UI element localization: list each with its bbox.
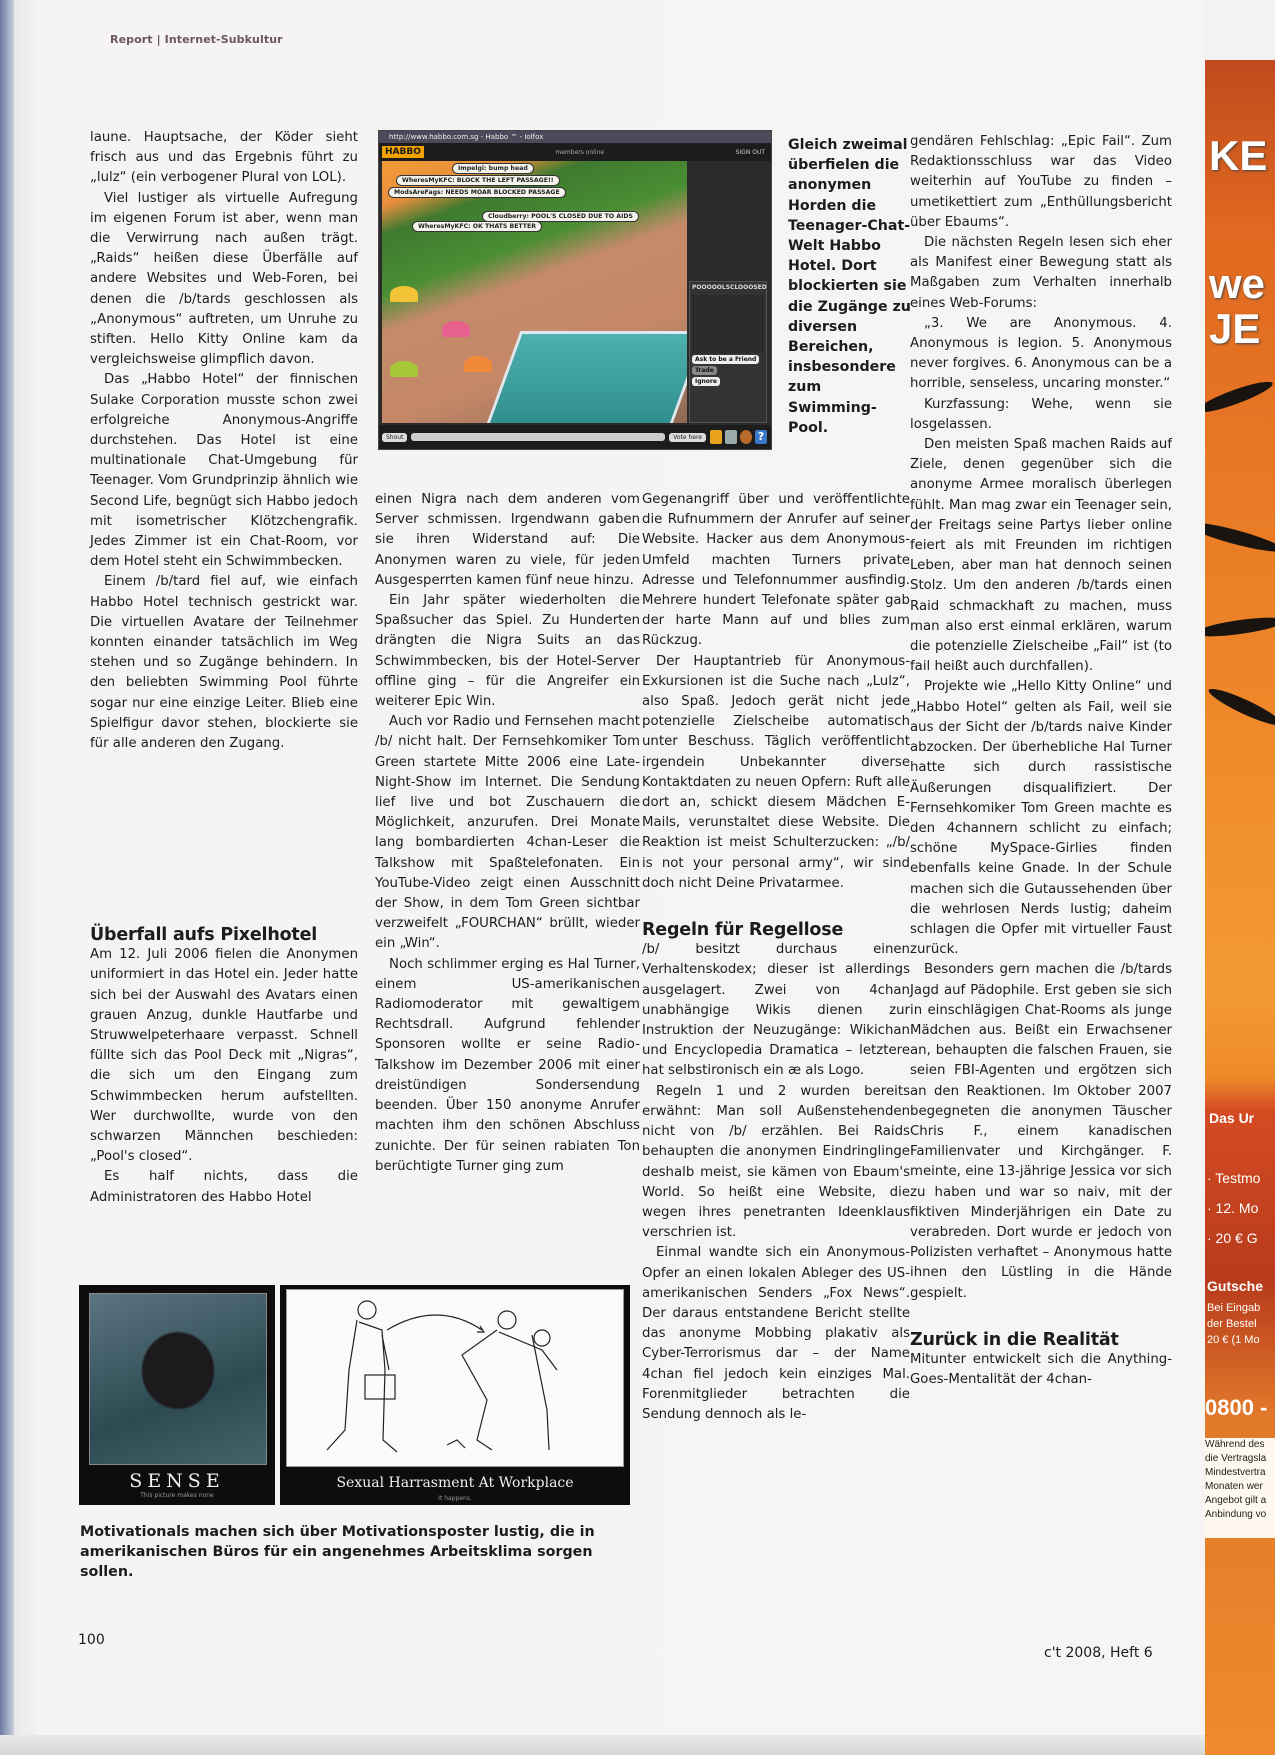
chat-bubble: WheresMyKFC: OK THATS BETTER: [412, 221, 542, 232]
paragraph: Auch vor Radio und Fernsehen macht /b/ nicht halt. Der Fernsehkomiker Tom Green startete Mitte 2006 eine Late-Night-Show im Internet. Die Sendung lief live und bot Zuschauern die Möglichkeit, anzurufen. Drei Monate lang bombardierten 4chan-Leser die Talkshow mit Spaßtelefonaten. Ein YouTube-Video zeigt einen Ausschnitt der Show, in dem Tom Green sichtbar verzweifelt „FOURCHAN“ brüllt, wieder ein „Win“.: [375, 714, 640, 952]
paragraph: Einmal wandte sich ein Anonymous-Opfer an einen lokalen Ableger des US-amerikanischen Senders „Fox News“. Der daraus entstandene Bericht stellte das anonyme Mobbing plakativ als Cyber-Terrorismus dar – der Name 4chan fiel jedoch kein einziges Mal. Forenmitglieder betrachten die Sendung dennoch als le-: [642, 1245, 910, 1422]
umbrella-icon: [390, 361, 418, 377]
palm-leaf-icon: [1205, 377, 1275, 418]
umbrella-icon: [442, 321, 470, 337]
paragraph: Einem /b/tard fiel auf, wie einfach Habbo Hotel technisch gestrickt war. Die virtuellen Avatare der Teilnehmer konnten einander tatsächlich im Weg stehen und so Zugänge behindern. In den beliebten Swimming Pool führte sogar nur eine einzige Leiter. Blieb eine Spielfigur davor stehen, blockierte sie für alle anderen den Zugang.: [90, 574, 358, 752]
vote-dropdown[interactable]: Vote here: [669, 433, 706, 442]
shout-dropdown[interactable]: Shout: [382, 433, 407, 442]
fineprint-line: Anbindung vo: [1205, 1509, 1267, 1520]
palm-leaf-icon: [1205, 517, 1275, 556]
avatar: [692, 295, 764, 353]
chat-bubble: Cloudberry: POOL'S CLOSED DUE TO AIDS: [482, 211, 639, 222]
ad-bullet: · Testmo: [1207, 1170, 1261, 1186]
palm-leaf-icon: [1206, 684, 1275, 730]
paragraph: Es half nichts, dass die Administratoren des Habbo Hotel: [90, 1169, 358, 1205]
phone-icon[interactable]: [710, 430, 722, 444]
issue-label: c't 2008, Heft 6: [1044, 1645, 1153, 1661]
poster-title: Sexual Harrasment At Workplace: [336, 1475, 574, 1491]
umbrella-icon: [390, 286, 418, 302]
paragraph: einen Nigra nach dem anderen vom Server schmissen. Irgendwann gaben sie ihren Widerstand auf: Die Anonymen waren zu viele, für jeden Ausgesperrten kamen fünf neue hinzu.: [375, 492, 640, 588]
poster-illustration: [286, 1289, 624, 1467]
ignore-button[interactable]: Ignore: [692, 377, 720, 386]
voucher-line: der Bestel: [1207, 1318, 1257, 1330]
paragraph: Viel lustiger als virtuelle Aufregung im eigenen Forum ist aber, wenn man die Verwirrung nach außen trägt. „Raids“ heißen diese Überfälle auf andere Websites und Web-Foren, bei denen die /b/tards geschlossen als „Anonymous“ auftreten, um Unruhe zu stiften. Hello Kitty Online kam da vergleichsweise glimpflich davon.: [90, 190, 358, 368]
sign-out-link: SIGN OUT: [735, 148, 765, 156]
habbo-toolbar: [379, 143, 771, 161]
chat-input[interactable]: [411, 433, 665, 441]
paragraph: Die nächsten Regeln lesen sich eher als Manifest einer Bewegung statt als Maßgaben zum Verhalten innerhalb eines Web-Forums:: [910, 235, 1172, 311]
paragraph: Das „Habbo Hotel“ der finnischen Sulake Corporation musste schon zwei erfolgreiche Anonymous-Angriffe durchstehen. Das Hotel ist eine multinationale Chat-Umgebung für Teenager. Vom Grundprinzip ähnlich wie Second Life, begnügt sich Habbo jedoch mit isometrischer Klötzchengrafik. Jedes Zimmer ist ein Chat-Room, vor dem Hotel steht ein Schwimmbecken.: [90, 372, 358, 570]
ad-headline: we: [1209, 260, 1266, 307]
ad-phone: 0800 -: [1205, 1395, 1268, 1420]
paragraph: Besonders gern machen die /b/tards Jagd auf Pädophile. Erst geben sie sich in einschlägigen Chat-Rooms als junge Mädchen aus. Beißt ein Erwachsener an, behaupten die falschen Frauen, sie seien FBI-Agenten und ergötzen sich an den Reaktionen. Im Oktober 2007 begegneten die anonymen Täuscher Chris F., einem kanadischen Familienvater und Kirchgänger. F. meinte, eine 13-jährige Jessica vor sich zu haben und war so naiv, mit der fiktiven Minderjährigen ein Date zu verabreden. Dort wurde er jedoch von Polizisten verhaftet – Anonymous hatte ihnen den Lüstling in die Hände gespielt.: [910, 962, 1172, 1301]
sense-poster: [79, 1285, 275, 1505]
catalog-icon[interactable]: [725, 430, 737, 444]
column-1-section: [90, 925, 358, 1208]
paragraph: Kurzfassung: Wehe, wenn sie losgelassen.: [910, 396, 1172, 432]
column-2: [375, 490, 640, 1177]
poster-image: [89, 1293, 267, 1465]
ad-band-title: Das Ur: [1209, 1110, 1255, 1126]
paragraph: Gegenangriff über und veröffentlichte die Rufnummern der Anrufer auf seiner Website. Hacker aus dem Anonymous-Umfeld machten Turners private Adresse und Telefonnummer ausfindig. Mehrere hundert Telefonate später gab der harte Mann auf und blies zum Rückzug.: [642, 492, 910, 649]
trade-button[interactable]: Trade: [692, 366, 717, 375]
scan-edge: [0, 1735, 1205, 1755]
harassment-poster: [280, 1285, 630, 1505]
paragraph: Am 12. Juli 2006 fielen die Anonymen uniformiert in das Hotel ein. Jeder hatte sich bei der Auswahl des Avatars einen grauen Anzug, dunkle Hautfarbe und Struwwelpeterhaare verpasst. Schnell füllte sich das Pool Deck mit „Nigras“, die sich um den Eingang zum Schwimmbecken herum aufstellten. Wer durchwollte, wurde von den schwarzen Männchen beschieden: „Pool's closed“.: [90, 947, 358, 1165]
ad-fineprint: [1205, 1438, 1275, 1538]
paragraph: Ein Jahr später wiederholten die Spaßsucher das Spiel. Zu Hunderten drängten die Nigra Suits an das Schwimmbecken, bis der Hotel-Server offline ging – für die Angreifer ein weiterer Epic Win.: [375, 593, 640, 710]
paragraph: Den meisten Spaß machen Raids auf Ziele, denen gegenüber sich die anonyme Armee moralisch überlegen fühlt. Man mag zwar ein Teenager sein, der Freitags seine Partys lieber online feiert als mit Freunden im richtigen Leben, aber man hat dennoch seinen Stolz. Um den anderen /b/tards einen Raid schmackhaft zu machen, muss man also erst einmal erklären, warum die potenzielle Zielscheibe „Fail“ ist (to fail heißt auch durchfallen).: [910, 437, 1172, 675]
fineprint-line: Mindestvertra: [1205, 1467, 1266, 1478]
paragraph: Projekte wie „Hello Kitty Online“ und „Habbo Hotel“ gelten als Fail, weil sie aus der Sicht der /b/tards naive Kinder abzocken. Der überhebliche Hal Turner hatte sich durch rassistische Äußerungen disqualifiziert. Der Fernsehkomiker Tom Green machte es den 4channern schlicht zu einfach; schöne MySpace-Girlies finden ebenfalls keine Gnade. In der Schule machen sich die Gutaussehenden über die wehrlosen Nerds lustig; daheim schlagen die Opfer mit virtueller Faust zurück.: [910, 679, 1172, 958]
poster-title: SENSE: [129, 1470, 225, 1492]
swimming-pool: [484, 331, 687, 423]
ask-friend-button[interactable]: Ask to be a Friend: [692, 355, 759, 364]
profile-panel: [689, 281, 767, 423]
ad-headline: KE: [1209, 132, 1268, 179]
voucher-title: Gutsche: [1207, 1278, 1264, 1294]
fineprint-line: Angebot gilt a: [1205, 1495, 1267, 1506]
voucher-line: 20 € (1 Mo: [1207, 1334, 1260, 1346]
paragraph: gendären Fehlschlag: „Epic Fail“. Zum Redaktionsschluss war das Video weiterhin auf YouTube zu finden – umetikettiert zum „Enthüllungsbericht über Ebaums“.: [910, 134, 1172, 230]
page-number: 100: [78, 1632, 105, 1648]
page-spine: [0, 0, 14, 1755]
figure-caption: Motivationals machen sich über Motivationsposter lustig, die in amerikanischen Büros für ein angenehmes Arbeitsklima sorgen sollen.: [80, 1524, 595, 1580]
figure-caption: Gleich zweimal überfielen die anonymen Horden die Teenager-Chat-Welt Habbo Hotel. Dort blockierten sie die Zugänge zu diversen Bereichen, insbesondere zum Swimming-Pool.: [788, 137, 911, 436]
paragraph: Regeln 1 und 2 wurden bereits erwähnt: Man soll Außenstehenden nicht von /b/ erzählen. Bei Raids behaupten die anonymen Eindringlinge deshalb meist, sie kämen von Ebaum's World. So heißt eine Website, die wegen ihres penetranten Ideenklaus verschrien ist.: [642, 1083, 910, 1241]
members-online-status: members online: [555, 148, 605, 156]
fineprint-line: Während des: [1205, 1439, 1265, 1450]
fineprint-line: Monaten wer: [1205, 1481, 1263, 1492]
ad-bullet: · 12. Mo: [1207, 1200, 1259, 1216]
line-drawing-icon: [287, 1290, 623, 1466]
habbo-head-icon[interactable]: [740, 430, 752, 444]
chat-bubble: WheresMyKFC: BLOCK THE LEFT PASSAGE!!: [396, 175, 560, 186]
fineprint-line: die Vertragsla: [1205, 1453, 1267, 1464]
chat-bubble: Impelgi: bump head: [452, 163, 534, 174]
browser-title: http://www.habbo.com.sg - Habbo ™ - Iolfox: [379, 131, 771, 143]
isometric-pool-scene: [382, 161, 687, 423]
column-1: [90, 128, 358, 754]
section-heading: Regeln für Regellose: [642, 920, 844, 941]
paragraph: Der Hauptantrieb für Anonymous-Exkursionen ist die Suche nach „Lulz“, also Spaß. Jedoch gerät nicht jede potenzielle Zielscheibe automatisch unter Beschuss. Täglich veröffentlicht irgendein Unbekannter diverse Kontaktdaten zu neuen Opfern: Ruft alle dort an, schickt diesem Mädchen E-Mails, verunstaltet diese Website. Die Reaktion ist meist Schulterzucken: „/b/ is not your personal army“, wir sind doch nicht Deine Privatarmee.: [642, 653, 910, 891]
paragraph: /b/ besitzt durchaus einen Verhaltenskodex; dieser ist allerdings ausgelagert. Zwei von 4chan unabhängige Wikis dienen zur Instruktion der Neuzugänge: Wikichan und Encyclopedia Dramatica – letztere hat selbstironisch ein æ als Logo.: [642, 942, 910, 1079]
umbrella-icon: [464, 356, 492, 372]
chat-bubble: ModsAreFags: NEEDS MOAR BLOCKED PASSAGE: [388, 187, 566, 198]
column-4: [910, 132, 1172, 1390]
ad-headline: JE: [1209, 305, 1261, 352]
facing-page-advertisement: [1205, 60, 1275, 1755]
section-heading: Zurück in die Realität: [910, 1329, 1119, 1350]
section-heading: Überfall aufs Pixelhotel: [90, 925, 318, 945]
paragraph: Noch schlimmer erging es Hal Turner, einem US-amerikanischen Radiomoderator mit gewaltigem Rechtsdrall. Aufgrund fehlender Sponsoren wollte er seine Radio-Talkshow im Dezember 2006 mit einer dreistündigen Sondersendung beenden. Über 150 anonyme Anrufer machten ihm den schönen Abschluss zunichte. Der für seinen rabiaten Ton berüchtigte Turner ging zum: [375, 956, 640, 1174]
paragraph: Mitunter entwickelt sich die Anything-Goes-Mentalität der 4chan-: [910, 1351, 1172, 1388]
chat-bar: [379, 425, 771, 449]
column-3: [642, 490, 910, 1425]
quote: „3. We are Anonymous. 4. Anonymous is legion. 5. Anonymous never forgives. 6. Anonymous can be a horrible, senseless, uncaring monster.“: [910, 315, 1172, 392]
voucher-line: Bei Eingab: [1207, 1302, 1261, 1314]
palm-leaf-icon: [1205, 614, 1275, 640]
running-head: Report | Internet-Subkultur: [110, 33, 283, 46]
help-icon[interactable]: ?: [755, 430, 767, 444]
habbo-hotel-screenshot: [378, 130, 772, 450]
habbo-logo: HABBO: [382, 146, 424, 158]
profile-name: POOOOOLSCLOOOSED: [692, 284, 767, 291]
poster-subtitle: This picture makes none: [140, 1492, 214, 1499]
ad-bullet: · 20 € G: [1207, 1230, 1258, 1246]
poster-subtitle: It happens.: [438, 1495, 472, 1502]
paragraph: laune. Hauptsache, der Köder sieht frisch aus und das Ergebnis führt zu „lulz“ (ein verbogener Plural von LOL).: [90, 130, 358, 186]
